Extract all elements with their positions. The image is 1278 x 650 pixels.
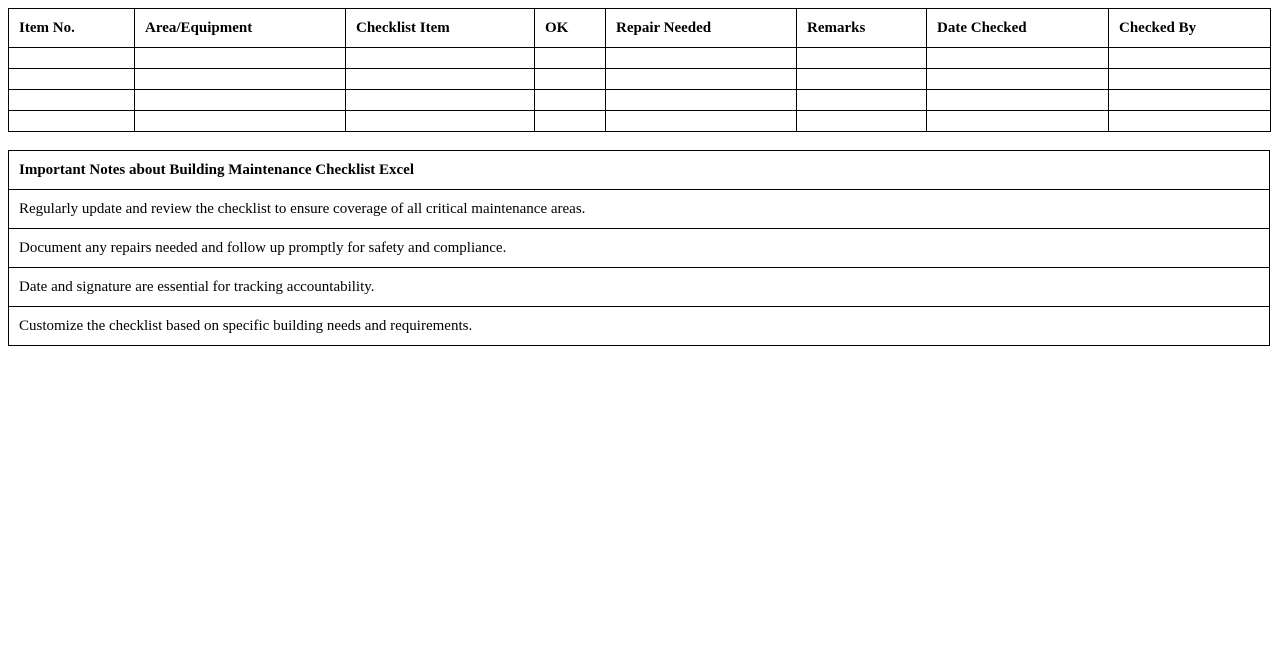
table-cell[interactable] [1109, 90, 1271, 111]
table-cell[interactable] [797, 90, 927, 111]
notes-header-row [9, 151, 1270, 190]
table-cell[interactable] [606, 90, 797, 111]
table-cell[interactable] [1109, 48, 1271, 69]
list-item [9, 268, 1270, 307]
table-cell[interactable] [535, 111, 606, 132]
header-item-no: Item No. [9, 9, 135, 48]
table-cell[interactable] [606, 69, 797, 90]
table-cell[interactable] [606, 48, 797, 69]
table-row [9, 111, 1271, 132]
important-notes-table [8, 150, 1270, 346]
table-cell[interactable] [535, 90, 606, 111]
maintenance-checklist-table [8, 8, 1271, 132]
table-cell[interactable] [9, 111, 135, 132]
table-header-row [9, 9, 1271, 48]
table-cell[interactable] [9, 48, 135, 69]
header-remarks: Remarks [797, 9, 927, 48]
header-date-checked: Date Checked [927, 9, 1109, 48]
table-cell[interactable] [797, 48, 927, 69]
note-text: Regularly update and review the checklist to ensure coverage of all critical maintenance areas. [9, 190, 1270, 229]
list-item [9, 190, 1270, 229]
table-cell[interactable] [135, 69, 346, 90]
table-cell[interactable] [9, 69, 135, 90]
table-cell[interactable] [606, 111, 797, 132]
table-cell[interactable] [927, 90, 1109, 111]
table-cell[interactable] [346, 48, 535, 69]
note-text: Customize the checklist based on specific building needs and requirements. [9, 307, 1270, 346]
header-repair-needed: Repair Needed [606, 9, 797, 48]
list-item [9, 229, 1270, 268]
table-row [9, 90, 1271, 111]
table-cell[interactable] [797, 69, 927, 90]
table-cell[interactable] [927, 69, 1109, 90]
table-cell[interactable] [535, 48, 606, 69]
table-row [9, 69, 1271, 90]
header-checklist-item: Checklist Item [346, 9, 535, 48]
table-cell[interactable] [927, 48, 1109, 69]
table-cell[interactable] [1109, 69, 1271, 90]
note-text: Document any repairs needed and follow up promptly for safety and compliance. [9, 229, 1270, 268]
header-checked-by: Checked By [1109, 9, 1271, 48]
table-cell[interactable] [346, 69, 535, 90]
note-text: Date and signature are essential for tracking accountability. [9, 268, 1270, 307]
table-row [9, 48, 1271, 69]
table-cell[interactable] [346, 111, 535, 132]
table-cell[interactable] [797, 111, 927, 132]
table-cell[interactable] [9, 90, 135, 111]
notes-title: Important Notes about Building Maintenance Checklist Excel [9, 151, 1270, 190]
table-cell[interactable] [135, 111, 346, 132]
table-cell[interactable] [927, 111, 1109, 132]
table-cell[interactable] [135, 90, 346, 111]
header-area-equipment: Area/Equipment [135, 9, 346, 48]
list-item [9, 307, 1270, 346]
table-cell[interactable] [346, 90, 535, 111]
table-cell[interactable] [1109, 111, 1271, 132]
table-cell[interactable] [135, 48, 346, 69]
table-cell[interactable] [535, 69, 606, 90]
header-ok: OK [535, 9, 606, 48]
